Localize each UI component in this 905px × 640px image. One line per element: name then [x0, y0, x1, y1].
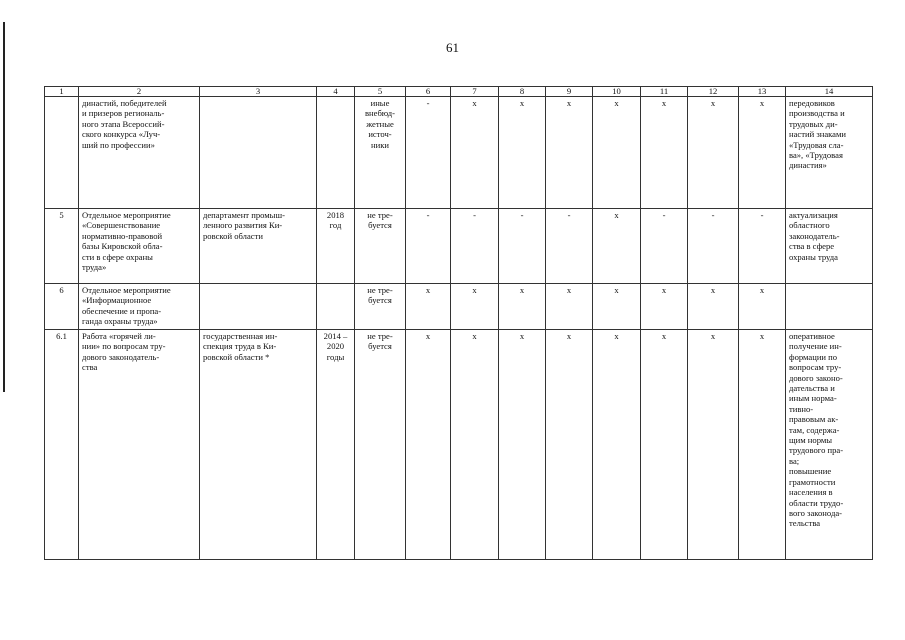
header-cell: 5	[355, 87, 406, 97]
mark-cell: -	[739, 209, 786, 284]
funding-source: иные внебюд- жетные источ- ники	[355, 97, 406, 209]
table-row	[45, 97, 873, 209]
mark-cell: x	[406, 284, 451, 330]
header-cell: 12	[688, 87, 739, 97]
expected-result: передовиков производства и трудовых ди- настий знаками «Трудовая сла- ва», «Трудовая династия»	[786, 97, 873, 209]
mark-cell: x	[406, 330, 451, 560]
header-cell: 7	[451, 87, 499, 97]
mark-cell: x	[546, 330, 593, 560]
period	[317, 284, 355, 330]
table-row	[45, 209, 873, 284]
mark-cell: x	[451, 97, 499, 209]
header-cell: 13	[739, 87, 786, 97]
funding-source: не тре- буется	[355, 330, 406, 560]
event-name: Отдельное мероприятие «Информационное обеспечение и пропа- ганда охраны труда»	[79, 284, 200, 330]
row-number	[45, 97, 79, 209]
mark-cell: -	[499, 209, 546, 284]
header-cell: 11	[641, 87, 688, 97]
mark-cell: -	[641, 209, 688, 284]
mark-cell: x	[593, 97, 641, 209]
period	[317, 97, 355, 209]
mark-cell: x	[739, 284, 786, 330]
event-name: Работа «горячей ли- нии» по вопросам тру- дового законодатель- ства	[79, 330, 200, 560]
header-cell: 1	[45, 87, 79, 97]
funding-source: не тре- буется	[355, 284, 406, 330]
mark-cell: -	[451, 209, 499, 284]
row-number: 6.1	[45, 330, 79, 560]
mark-cell: x	[641, 97, 688, 209]
mark-cell: x	[739, 97, 786, 209]
event-name: Отдельное мероприятие «Совершенствование нормативно-правовой базы Кировской обла- сти в сфере охраны труда»	[79, 209, 200, 284]
period: 2018 год	[317, 209, 355, 284]
mark-cell: x	[593, 330, 641, 560]
mark-cell: x	[641, 330, 688, 560]
mark-cell: -	[546, 209, 593, 284]
mark-cell: x	[688, 97, 739, 209]
mark-cell: x	[451, 330, 499, 560]
table-row	[45, 330, 873, 560]
mark-cell: x	[739, 330, 786, 560]
program-table	[44, 86, 873, 560]
mark-cell: x	[546, 284, 593, 330]
row-number: 6	[45, 284, 79, 330]
expected-result: актуализация областного законодатель- ства в сфере охраны труда	[786, 209, 873, 284]
funding-source: не тре- буется	[355, 209, 406, 284]
responsible: департамент промыш- ленного развития Ки- ровской области	[200, 209, 317, 284]
responsible	[200, 97, 317, 209]
header-cell: 8	[499, 87, 546, 97]
mark-cell: x	[688, 330, 739, 560]
header-cell: 9	[546, 87, 593, 97]
scan-edge-line	[3, 22, 5, 392]
header-cell: 14	[786, 87, 873, 97]
page-number: 61	[446, 40, 459, 55]
row-number: 5	[45, 209, 79, 284]
mark-cell: x	[641, 284, 688, 330]
header-cell: 2	[79, 87, 200, 97]
mark-cell: x	[593, 209, 641, 284]
header-cell: 3	[200, 87, 317, 97]
event-name: династий, победителей и призеров региональ- ного этапа Всероссий- ского конкурса «Луч- ший по профессии»	[79, 97, 200, 209]
mark-cell: x	[499, 330, 546, 560]
mark-cell: x	[451, 284, 499, 330]
expected-result: оперативное получение ин- формации по вопросам тру- дового законо- дательства и иным норма- тивно- правовым ак- там, содержа- щим нормы трудового пра- ва; повышение грамотности населения в области трудо- вого законода- тельства	[786, 330, 873, 560]
header-cell: 4	[317, 87, 355, 97]
mark-cell: x	[688, 284, 739, 330]
mark-cell: x	[546, 97, 593, 209]
responsible: государственная ин- спекция труда в Ки- ровской области *	[200, 330, 317, 560]
expected-result	[786, 284, 873, 330]
responsible	[200, 284, 317, 330]
period: 2014 – 2020 годы	[317, 330, 355, 560]
header-row	[45, 87, 873, 97]
mark-cell: x	[593, 284, 641, 330]
header-cell: 6	[406, 87, 451, 97]
mark-cell: -	[406, 97, 451, 209]
mark-cell: x	[499, 284, 546, 330]
header-cell: 10	[593, 87, 641, 97]
mark-cell: x	[499, 97, 546, 209]
mark-cell: -	[688, 209, 739, 284]
mark-cell: -	[406, 209, 451, 284]
table-row	[45, 284, 873, 330]
